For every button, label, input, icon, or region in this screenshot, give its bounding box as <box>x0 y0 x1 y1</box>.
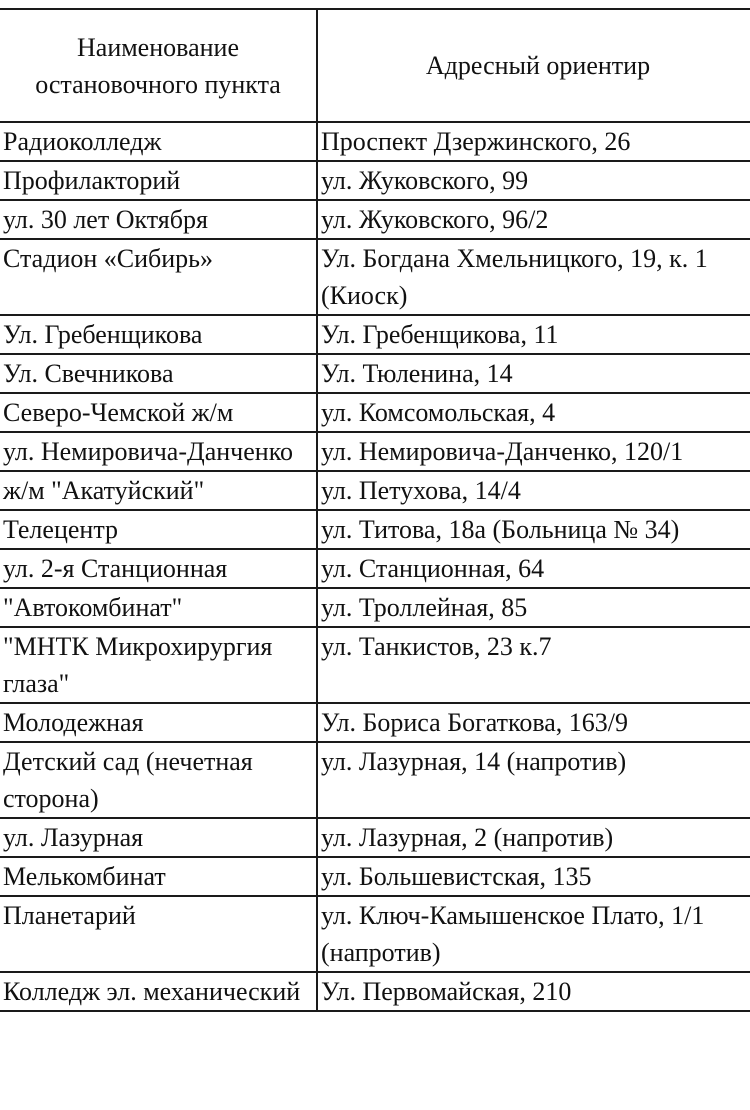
table-row <box>0 549 750 588</box>
stop-name-cell: Планетарий <box>0 896 317 972</box>
table-row <box>0 972 750 1011</box>
address-cell: ул. Большевистская, 135 <box>317 857 750 896</box>
stop-name-cell: Ул. Свечникова <box>0 354 317 393</box>
table-row <box>0 161 750 200</box>
header-stop-name: Наименование остановочного пункта <box>0 9 317 122</box>
stop-name-cell: Молодежная <box>0 703 317 742</box>
stop-name-cell: ул. 2-я Станционная <box>0 549 317 588</box>
table-row <box>0 471 750 510</box>
stop-name-cell: ж/м "Акатуйский" <box>0 471 317 510</box>
address-cell: ул. Лазурная, 2 (напротив) <box>317 818 750 857</box>
stop-name-cell: Стадион «Сибирь» <box>0 239 317 315</box>
table-row <box>0 703 750 742</box>
table-row <box>0 818 750 857</box>
address-cell: Ул. Тюленина, 14 <box>317 354 750 393</box>
address-cell: ул. Петухова, 14/4 <box>317 471 750 510</box>
table-row <box>0 742 750 818</box>
table-row <box>0 393 750 432</box>
stop-name-cell: Мелькомбинат <box>0 857 317 896</box>
address-cell: Ул. Гребенщикова, 11 <box>317 315 750 354</box>
stop-name-cell: Ул. Гребенщикова <box>0 315 317 354</box>
address-cell: ул. Жуковского, 96/2 <box>317 200 750 239</box>
address-cell: ул. Станционная, 64 <box>317 549 750 588</box>
table-row <box>0 354 750 393</box>
table-row <box>0 510 750 549</box>
stop-name-cell: Радиоколледж <box>0 122 317 161</box>
table-row <box>0 432 750 471</box>
address-cell: ул. Немировича-Данченко, 120/1 <box>317 432 750 471</box>
address-cell: ул. Титова, 18а (Больница № 34) <box>317 510 750 549</box>
address-cell: ул. Жуковского, 99 <box>317 161 750 200</box>
table-row <box>0 857 750 896</box>
table-row <box>0 588 750 627</box>
stop-name-cell: Профилакторий <box>0 161 317 200</box>
stop-name-cell: Колледж эл. механический <box>0 972 317 1011</box>
stop-name-cell: "Автокомбинат" <box>0 588 317 627</box>
stop-name-cell: ул. Лазурная <box>0 818 317 857</box>
table-row <box>0 627 750 703</box>
address-cell: ул. Танкистов, 23 к.7 <box>317 627 750 703</box>
address-cell: Ул. Бориса Богаткова, 163/9 <box>317 703 750 742</box>
header-row <box>0 9 750 122</box>
address-cell: ул. Ключ-Камышенское Плато, 1/1 (напротив) <box>317 896 750 972</box>
stop-name-cell: ул. Немировича-Данченко <box>0 432 317 471</box>
stop-name-cell: Телецентр <box>0 510 317 549</box>
header-address: Адресный ориентир <box>317 9 750 122</box>
stop-name-cell: Северо-Чемской ж/м <box>0 393 317 432</box>
address-cell: ул. Комсомольская, 4 <box>317 393 750 432</box>
table-row <box>0 122 750 161</box>
table-row <box>0 200 750 239</box>
address-cell: Ул. Богдана Хмельницкого, 19, к. 1 (Киоск) <box>317 239 750 315</box>
stop-name-cell: ул. 30 лет Октября <box>0 200 317 239</box>
stop-name-cell: "МНТК Микрохирургия глаза" <box>0 627 317 703</box>
address-cell: ул. Лазурная, 14 (напротив) <box>317 742 750 818</box>
stops-table <box>0 8 750 1012</box>
address-cell: Ул. Первомайская, 210 <box>317 972 750 1011</box>
stop-name-cell: Детский сад (нечетная сторона) <box>0 742 317 818</box>
address-cell: ул. Троллейная, 85 <box>317 588 750 627</box>
address-cell: Проспект Дзержинского, 26 <box>317 122 750 161</box>
table-row <box>0 239 750 315</box>
table-row <box>0 896 750 972</box>
table-row <box>0 315 750 354</box>
